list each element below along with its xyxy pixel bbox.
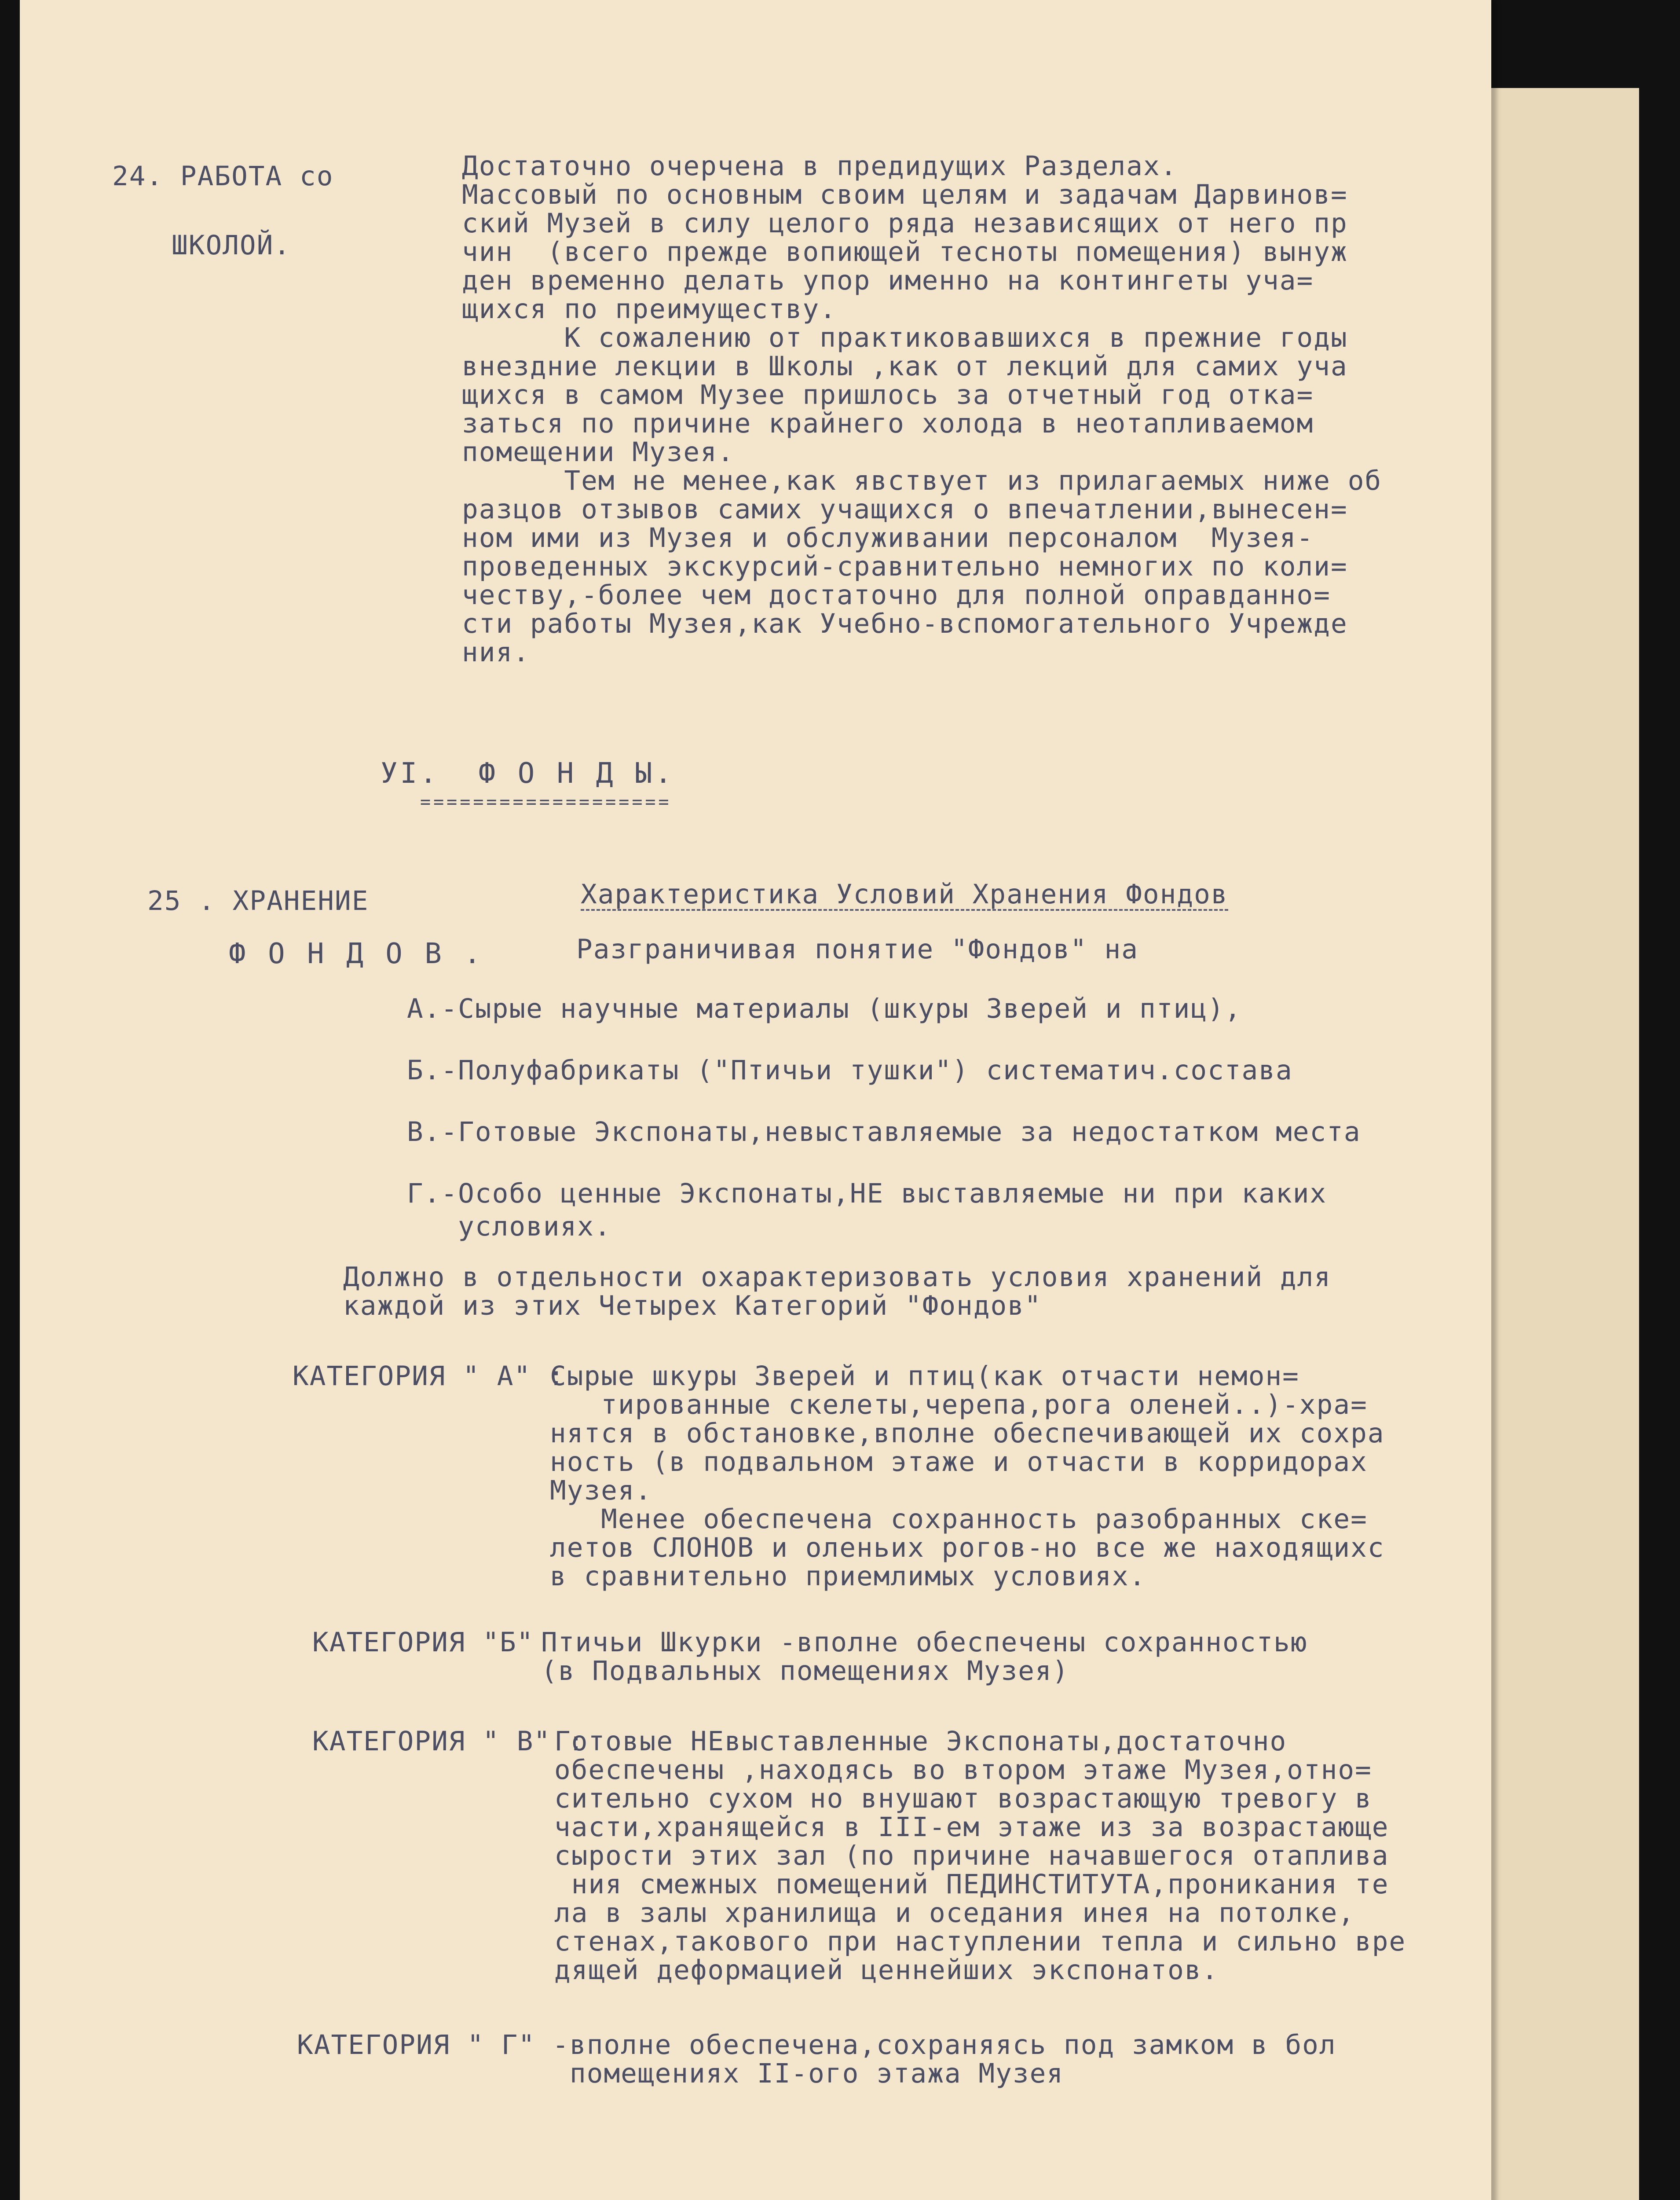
section-heading-underline: =================== [420, 792, 672, 812]
text-line: разцов отзывов самих учащихся о впечатлении,вынесен= [462, 494, 1348, 525]
section25-intro: Разграничивая понятие "Фондов" на [576, 934, 1138, 965]
list-item: условиях. [407, 1211, 611, 1242]
text-line: части,хранящейся в III-ем этаже из за возрастающе [554, 1811, 1389, 1843]
text-line: стенах,такового при наступлении тепла и сильно вре [554, 1926, 1406, 1957]
text-line: чин (всего прежде вопиющей тесноты помещения) вынуж [462, 236, 1348, 268]
text-line: заться по причине крайнего холода в неотапливаемом [462, 408, 1314, 439]
category-g-label: КАТЕГОРИЯ " Г" - [297, 2029, 570, 2061]
text-line: Массовый по основным своим целям и задачам Дарвинов= [462, 179, 1348, 210]
text-line: Музея. [550, 1475, 652, 1506]
text-line: (в Подвальных помещениях Музея) [541, 1655, 1069, 1687]
section25-label-2: Ф О Н Д О В . [229, 938, 483, 970]
text-line: ность (в подвальном этаже и отчасти в корридорах [550, 1446, 1368, 1478]
category-a-label: КАТЕГОРИЯ " А" : [293, 1360, 565, 1392]
text-line: Должно в отдельности охарактеризовать условия хранений для [343, 1261, 1332, 1293]
section-heading: УI. Ф О Н Д Ы. [381, 757, 674, 790]
text-line: Менее обеспечена сохранность разобранных ске= [550, 1503, 1368, 1535]
text-line: помещениях II-ого этажа Музея [570, 2058, 1064, 2089]
text-line: ния смежных помещений ПЕДИНСТИТУТА,проникания те [554, 1869, 1389, 1900]
text-line: Готовые НЕвыставленные Экспонаты,достаточно [554, 1726, 1287, 1757]
text-line: нятся в обстановке,вполне обеспечивающей их сохра [550, 1418, 1385, 1449]
section24-label-1: 24. РАБОТА со [112, 161, 334, 192]
text-line: ский Музей в силу целого ряда независящих от него пр [462, 208, 1348, 239]
text-line: сти работы Музея,как Учебно-вспомогательного Учрежде [462, 608, 1348, 639]
text-line: помещении Музея. [462, 436, 735, 468]
text-line: летов СЛОНОВ и оленьих рогов-но все же находящихс [550, 1532, 1385, 1563]
text-line: дящей деформацией ценнейших экспонатов. [554, 1954, 1219, 1986]
list-item: В.-Готовые Экспонаты,невыставляемые за недостатком места [407, 1116, 1361, 1148]
text-line: сительно сухом но внушают возрастающую тревогу в [554, 1783, 1372, 1814]
section24-label-2: ШКОЛОЙ. [172, 230, 291, 261]
text-line: ния. [462, 637, 530, 668]
text-line: Сырые шкуры Зверей и птиц(как отчасти немон= [550, 1360, 1299, 1392]
text-line: ден временно делать упор именно на контингеты уча= [462, 265, 1314, 296]
text-line: сырости этих зал (по причине начавшегося отаплива [554, 1840, 1389, 1871]
document-page [20, 0, 1491, 2200]
text-line: тированные скелеты,черепа,рога оленей..)-хра= [550, 1389, 1368, 1420]
section25-label-1: 25 . ХРАНЕНИЕ [147, 885, 369, 917]
text-line: К сожалению от практиковавшихся в прежние годы [462, 322, 1348, 353]
text-line: внездние лекции в Школы ,как от лекций для самих уча [462, 351, 1348, 382]
list-item: Г.-Особо ценные Экспонаты,НЕ выставляемые ни при каких [407, 1178, 1327, 1209]
text-line: каждой из этих Четырех Категорий "Фондов" [343, 1290, 1042, 1321]
text-line: честву,-более чем достаточно для полной оправданно= [462, 579, 1331, 611]
text-line: щихся по преимуществу. [462, 293, 837, 325]
list-item: А.-Сырые научные материалы (шкуры Зверей и птиц), [407, 993, 1242, 1024]
text-line: Достаточно очерчена в предидущих Разделах. [462, 150, 1178, 182]
text-line: Тем не менее,как явствует из прилагаемых ниже об [462, 465, 1382, 496]
text-line: Птичьи Шкурки -вполне обеспечены сохранностью [541, 1627, 1308, 1658]
text-line: щихся в самом Музее пришлось за отчетный год отка= [462, 379, 1314, 411]
section25-title: Характеристика Условий Хранения Фондов [581, 879, 1228, 910]
list-item: Б.-Полуфабрикаты ("Птичьи тушки") систематич.состава [407, 1055, 1293, 1086]
category-v-label: КАТЕГОРИЯ " В" : [312, 1726, 585, 1757]
category-b-label: КАТЕГОРИЯ "Б" [312, 1627, 534, 1658]
text-line: вполне обеспечена,сохраняясь под замком в бол [570, 2029, 1336, 2061]
text-line: ном ими из Музея и обслуживании персоналом Музея- [462, 522, 1314, 554]
text-line: проведенных экскурсий-сравнительно немногих по коли= [462, 551, 1348, 582]
text-line: обеспечены ,находясь во втором этаже Музея,отно= [554, 1754, 1372, 1786]
text-line: в сравнительно приемлимых условиях. [550, 1561, 1146, 1592]
text-line: ла в залы хранилища и оседания инея на потолке, [554, 1897, 1355, 1929]
